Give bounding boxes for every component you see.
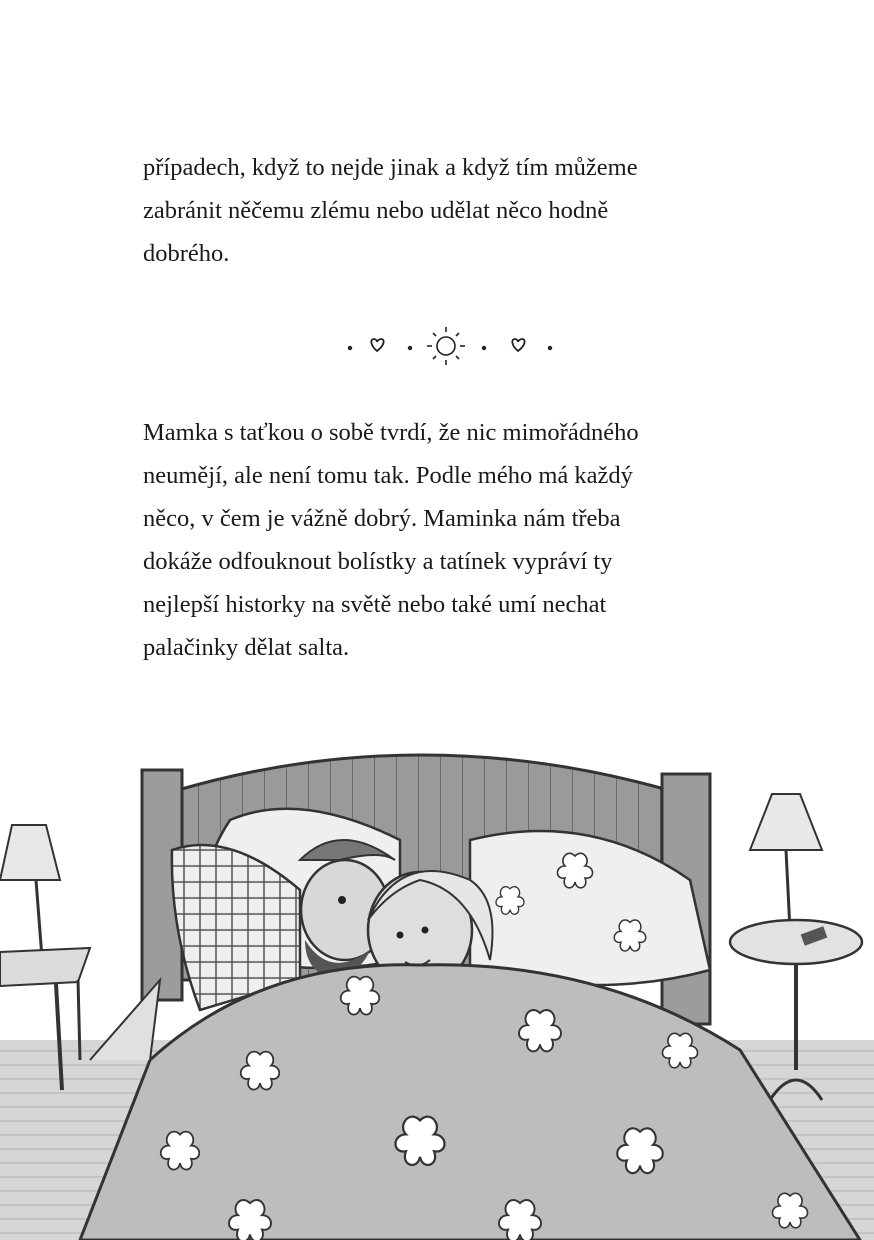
text-line: nejlepší historky na světě nebo také umí nechat [143,591,607,618]
text-line: palačinky dělat salta. [143,634,350,661]
paragraph-1 [143,146,743,275]
text-line: zabránit něčemu zlému nebo udělat něco hodně [143,197,609,224]
blanket [80,965,860,1240]
text-line: Mamka s taťkou o sobě tvrdí, že nic mimořádného [143,419,639,446]
dot-icon [482,346,486,350]
text-line: dobrého. [143,240,230,267]
sun-icon [427,327,465,365]
text-line: dokáže odfouknout bolístky a tatínek vypráví ty [143,548,613,575]
dot-icon [348,346,352,350]
left-lamp [0,825,60,965]
text-line: něco, v čem je vážně dobrý. Maminka nám třeba [143,505,621,532]
text-line: případech, když to nejde jinak a když tím můžeme [143,154,638,181]
heart-icon [512,339,524,351]
heart-icon [371,339,383,351]
paragraph-2 [143,411,743,669]
text-line: neumějí, ale není tomu tak. Podle mého má každý [143,462,633,489]
dot-icon [408,346,412,350]
right-lamp [750,794,822,930]
bed-illustration [0,730,874,1240]
dot-icon [548,346,552,350]
section-divider-ornament [330,318,560,374]
